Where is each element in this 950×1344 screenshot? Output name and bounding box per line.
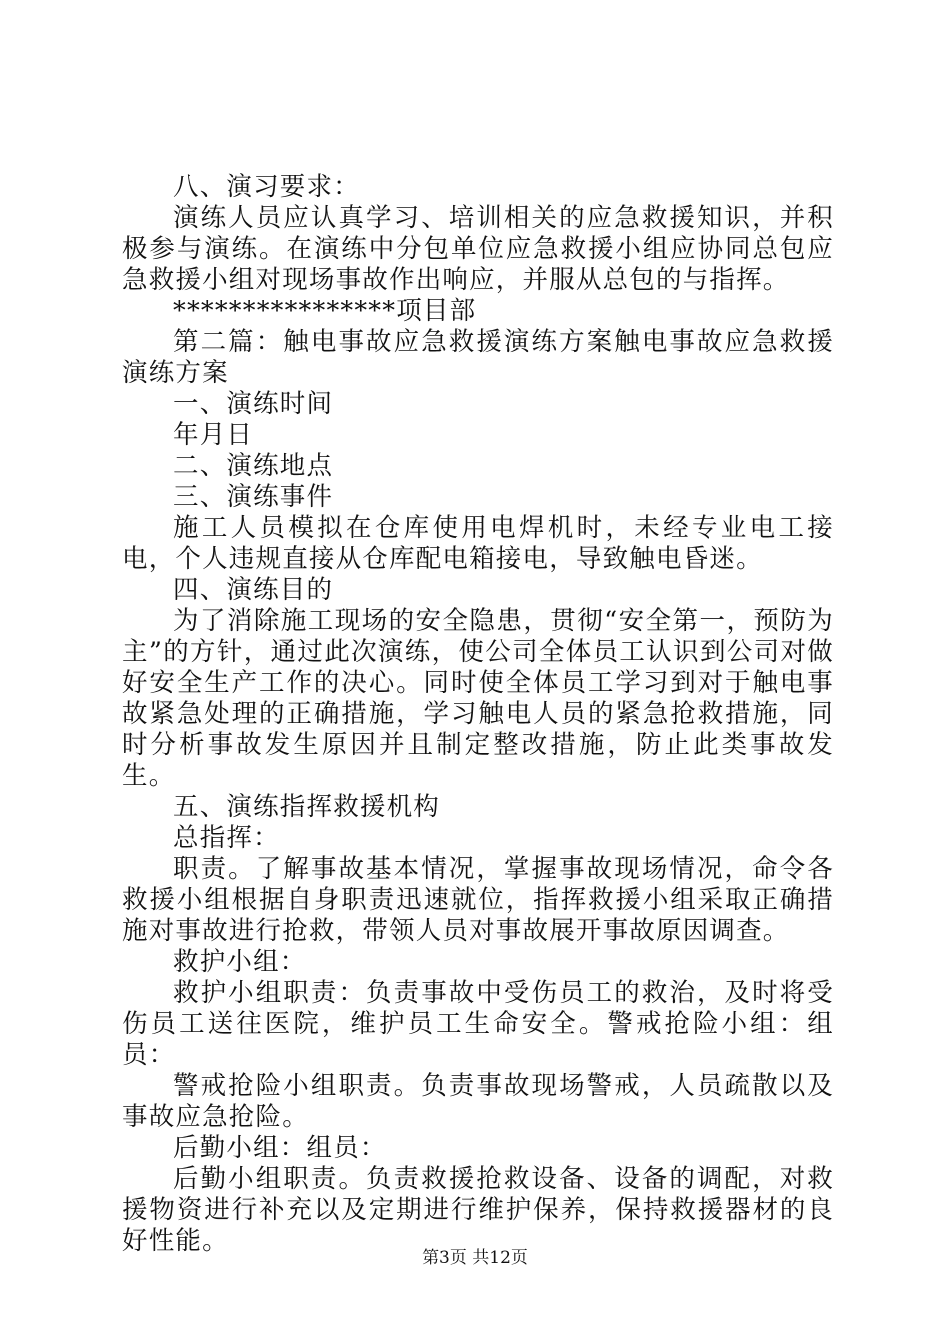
paragraph: 救护小组： [173, 947, 307, 977]
paragraph: 三、演练事件 [173, 482, 334, 512]
paragraph: 年月日 [173, 420, 254, 450]
paragraph: 总指挥： [173, 823, 280, 853]
paragraph: 后勤小组：组员： [173, 1133, 387, 1163]
paragraph: 施工人员模拟在仓库使用电焊机时，未经专业电工接电，个人违规直接从仓库配电箱接电，导致触电昏迷。 [122, 513, 834, 574]
paragraph: 五、演练指挥救援机构 [173, 792, 441, 822]
paragraph: 四、演练目的 [173, 575, 334, 605]
page-footer: 第3页 共12页 [422, 1248, 528, 1268]
document-body [122, 172, 834, 1257]
section-title: 第二篇：触电事故应急救援演练方案触电事故应急救援演练方案 [122, 327, 834, 388]
paragraph: 演练人员应认真学习、培训相关的应急救援知识，并积极参与演练。在演练中分包单位应急救援小组应协同总包应急救援小组对现场事故作出响应，并服从总包的与指挥。 [122, 203, 834, 295]
paragraph: 一、演练时间 [173, 389, 334, 419]
paragraph: 八、演习要求： [173, 172, 360, 202]
paragraph: 警戒抢险小组职责。负责事故现场警戒，人员疏散以及事故应急抢险。 [122, 1071, 834, 1132]
paragraph: 二、演练地点 [173, 451, 334, 481]
paragraph: ****************项目部 [173, 296, 477, 326]
paragraph: 救护小组职责：负责事故中受伤员工的救治，及时将受伤员工送往医院，维护员工生命安全。警戒抢险小组：组员： [122, 978, 834, 1070]
paragraph: 后勤小组职责。负责救援抢救设备、设备的调配，对救援物资进行补充以及定期进行维护保养，保持救援器材的良好性能。 [122, 1164, 834, 1256]
paragraph: 职责。了解事故基本情况，掌握事故现场情况，命令各救援小组根据自身职责迅速就位，指挥救援小组采取正确措施对事故进行抢救，带领人员对事故展开事故原因调查。 [122, 854, 834, 946]
paragraph: 为了消除施工现场的安全隐患，贯彻“安全第一，预防为主”的方针，通过此次演练，使公司全体员工认识到公司对做好安全生产工作的决心。同时使全体员工学习到对于触电事故紧急处理的正确措施，学习触电人员的紧急抢救措施，同时分析事故发生原因并且制定整改措施，防止此类事故发生。 [122, 606, 834, 791]
